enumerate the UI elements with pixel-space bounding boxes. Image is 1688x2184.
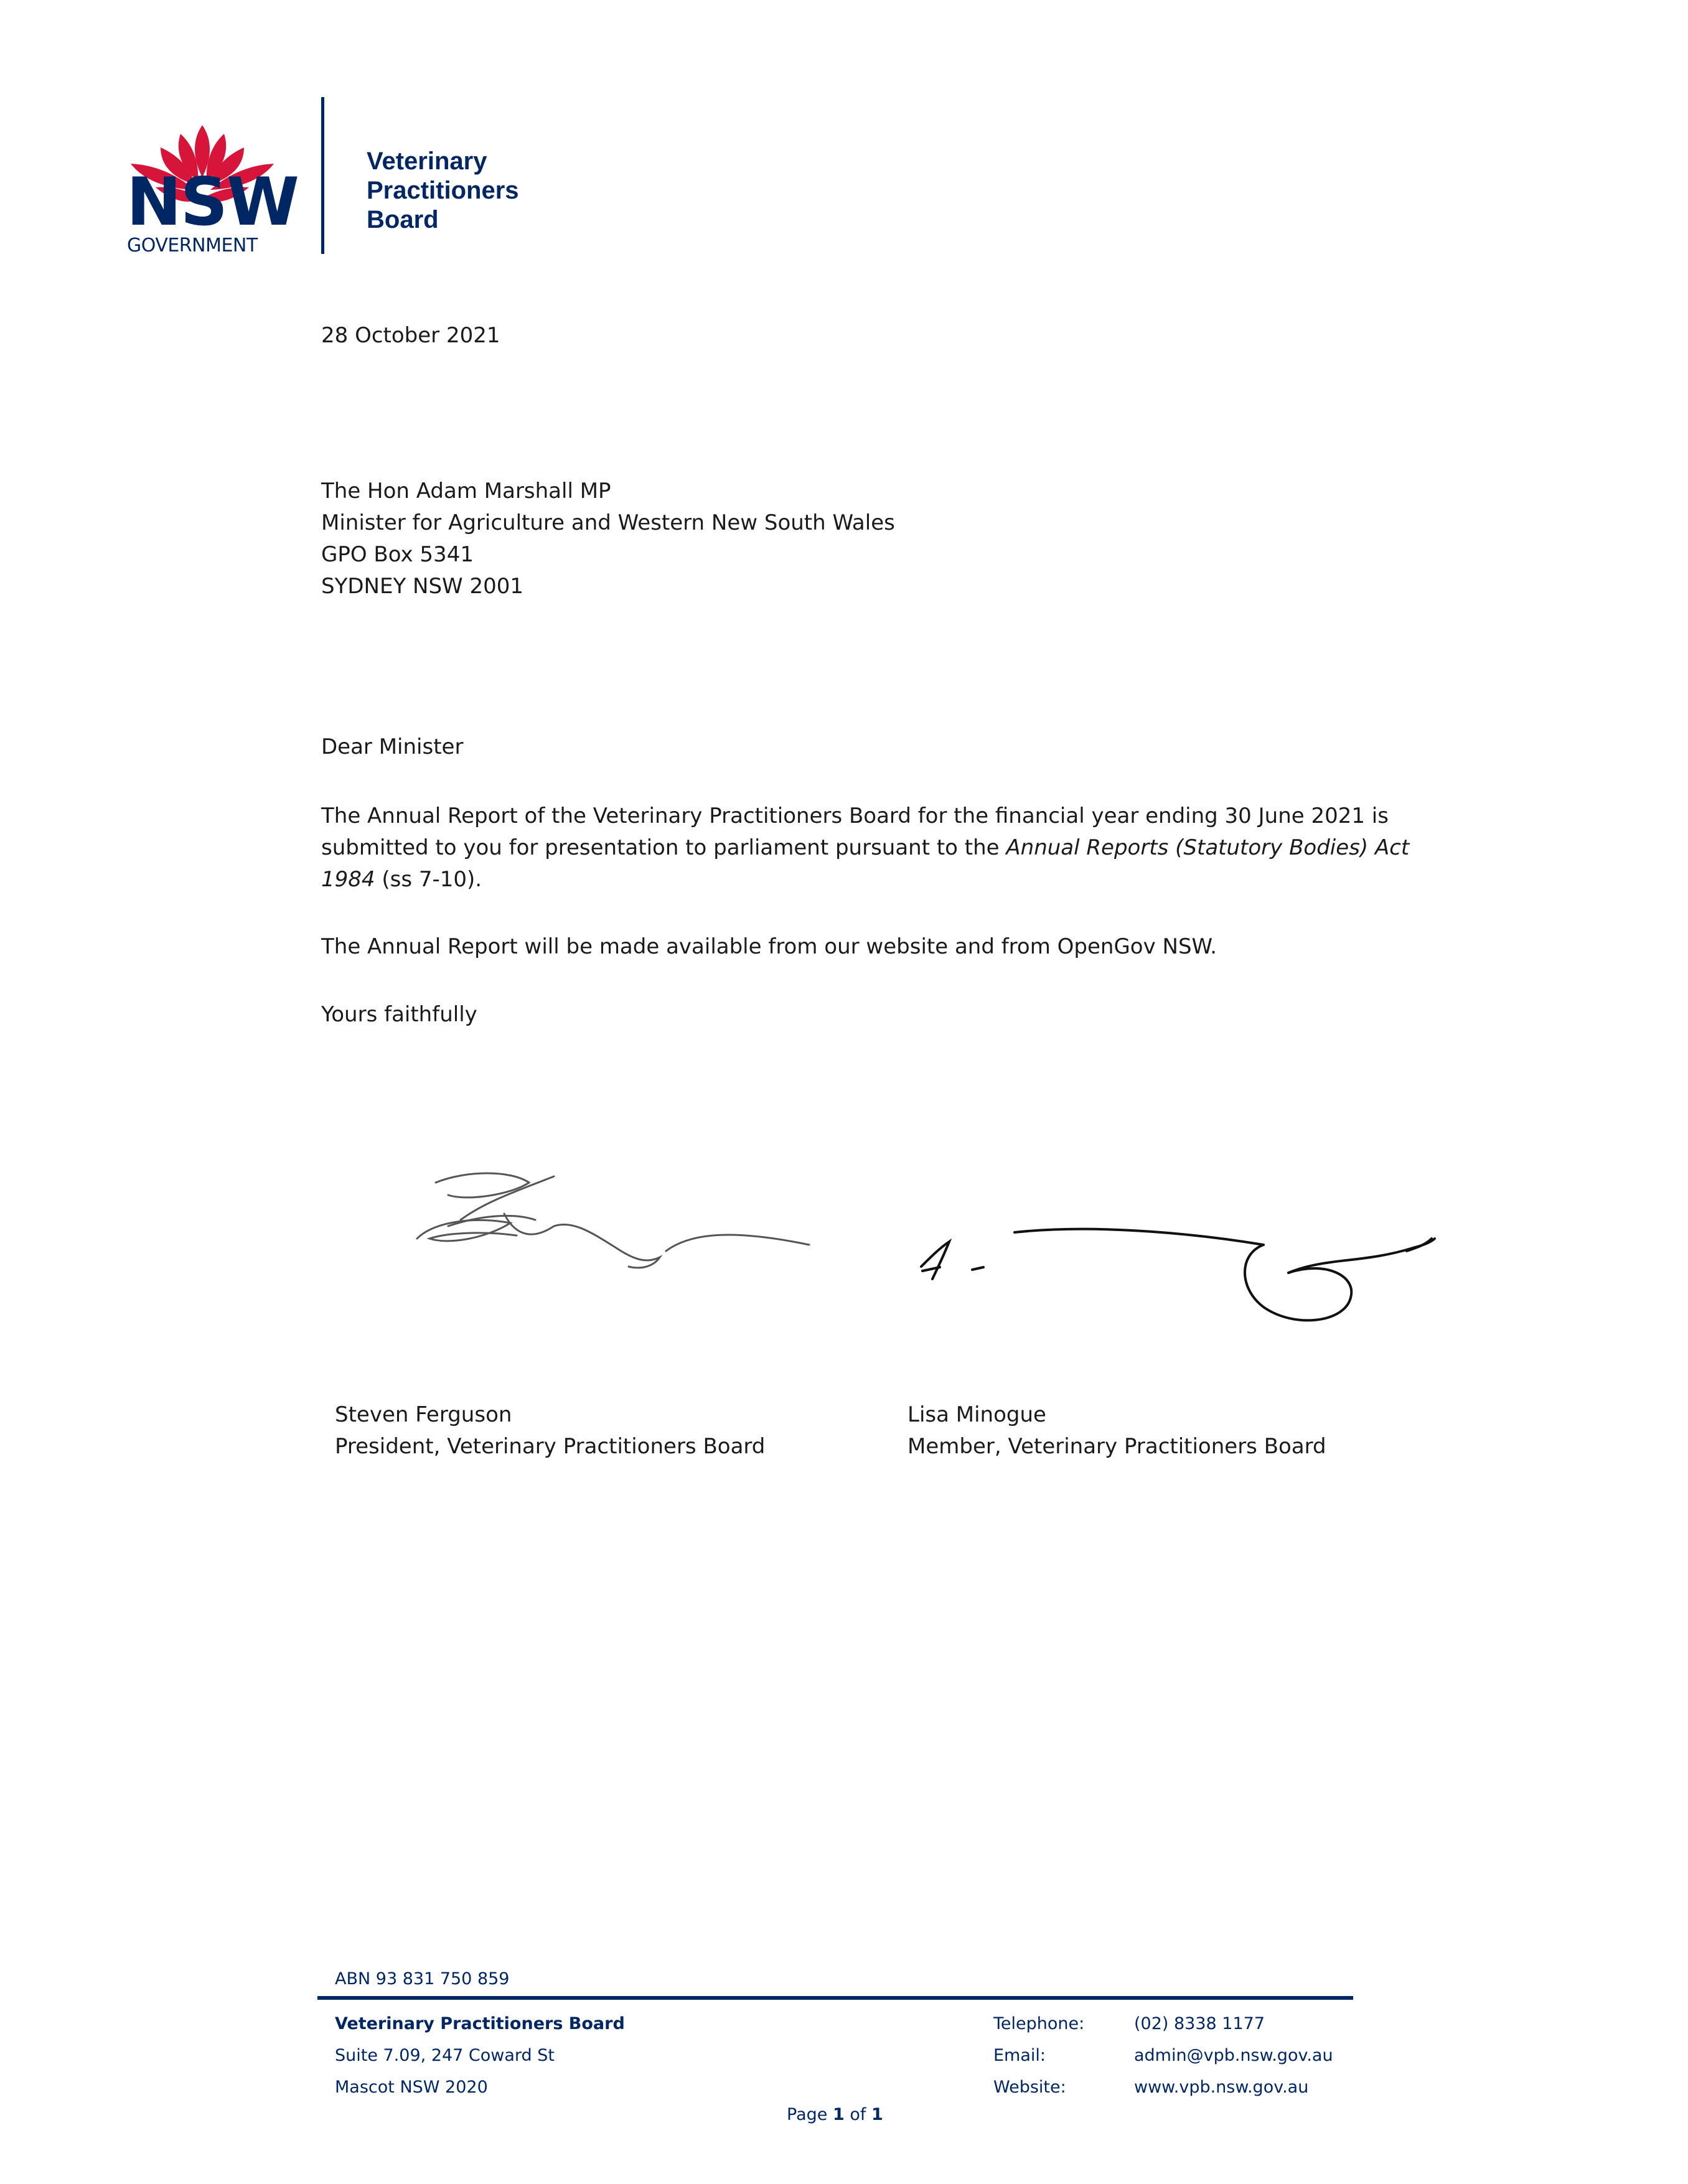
telephone-value: (02) 8338 1177 — [1134, 2014, 1265, 2033]
address-line: GPO Box 5341 — [321, 542, 474, 567]
act-title: Annual Reports (Statutory Bodies) Act — [1006, 835, 1410, 860]
signatory-title: President, Veterinary Practitioners Board — [335, 1434, 766, 1459]
org-name-line: Veterinary — [367, 148, 487, 175]
paragraph-line — [321, 864, 1409, 896]
logo-wordmark: NSW — [126, 164, 298, 240]
paragraph-line: The Annual Report of the Veterinary Practitioners Board for the financial year ending 30 June 2021 is — [321, 804, 1389, 828]
org-name — [367, 147, 519, 235]
telephone-label: Telephone: — [993, 2014, 1085, 2033]
footer-address-line: Suite 7.09, 247 Coward St — [335, 2046, 555, 2065]
footer-contact-values — [1134, 2008, 1333, 2103]
body-paragraph-2: The Annual Report will be made available from our website and from OpenGov NSW. — [321, 934, 1217, 959]
paragraph-line — [321, 832, 1409, 864]
header-divider — [321, 97, 324, 254]
letter-date: 28 October 2021 — [321, 323, 500, 348]
footer-address — [335, 2008, 625, 2103]
page-current: 1 — [832, 2105, 845, 2124]
email-label: Email: — [993, 2046, 1046, 2065]
page-total: 1 — [871, 2105, 883, 2124]
website-label: Website: — [993, 2078, 1066, 2097]
paragraph-text: submitted to you for presentation to parliament pursuant to the — [321, 835, 1006, 860]
signature-steven-ferguson — [411, 1158, 822, 1288]
signatory-title: Member, Veterinary Practitioners Board — [907, 1434, 1326, 1459]
logo-subtitle: GOVERNMENT — [127, 235, 258, 256]
signatory-member — [907, 1399, 1326, 1463]
act-year: 1984 — [321, 867, 375, 892]
footer-org: Veterinary Practitioners Board — [335, 2014, 625, 2033]
signatory-name: Steven Ferguson — [335, 1402, 512, 1427]
signatory-president — [335, 1399, 765, 1463]
footer-abn: ABN 93 831 750 859 — [335, 1969, 510, 1989]
page-number — [787, 2105, 883, 2124]
salutation: Dear Minister — [321, 734, 464, 759]
signatory-name: Lisa Minogue — [907, 1402, 1046, 1427]
page-prefix: Page — [787, 2105, 833, 2124]
body-paragraph-1 — [321, 800, 1409, 896]
footer-contact-labels — [993, 2008, 1084, 2103]
footer-divider — [317, 1996, 1353, 2000]
org-name-line: Practitioners — [367, 177, 519, 204]
address-line: SYDNEY NSW 2001 — [321, 574, 523, 599]
signature-lisa-minogue — [915, 1220, 1456, 1344]
org-name-line: Board — [367, 206, 439, 233]
closing: Yours faithfully — [321, 1002, 477, 1027]
address-line: The Hon Adam Marshall MP — [321, 479, 611, 504]
website-link[interactable]: www.vpb.nsw.gov.au — [1134, 2078, 1309, 2097]
footer-address-line: Mascot NSW 2020 — [335, 2078, 488, 2097]
recipient-address — [321, 476, 895, 602]
email-link[interactable]: admin@vpb.nsw.gov.au — [1134, 2046, 1333, 2065]
paragraph-text: (ss 7-10). — [375, 867, 482, 892]
address-line: Minister for Agriculture and Western New South Wales — [321, 510, 895, 535]
page-of: of — [844, 2105, 871, 2124]
